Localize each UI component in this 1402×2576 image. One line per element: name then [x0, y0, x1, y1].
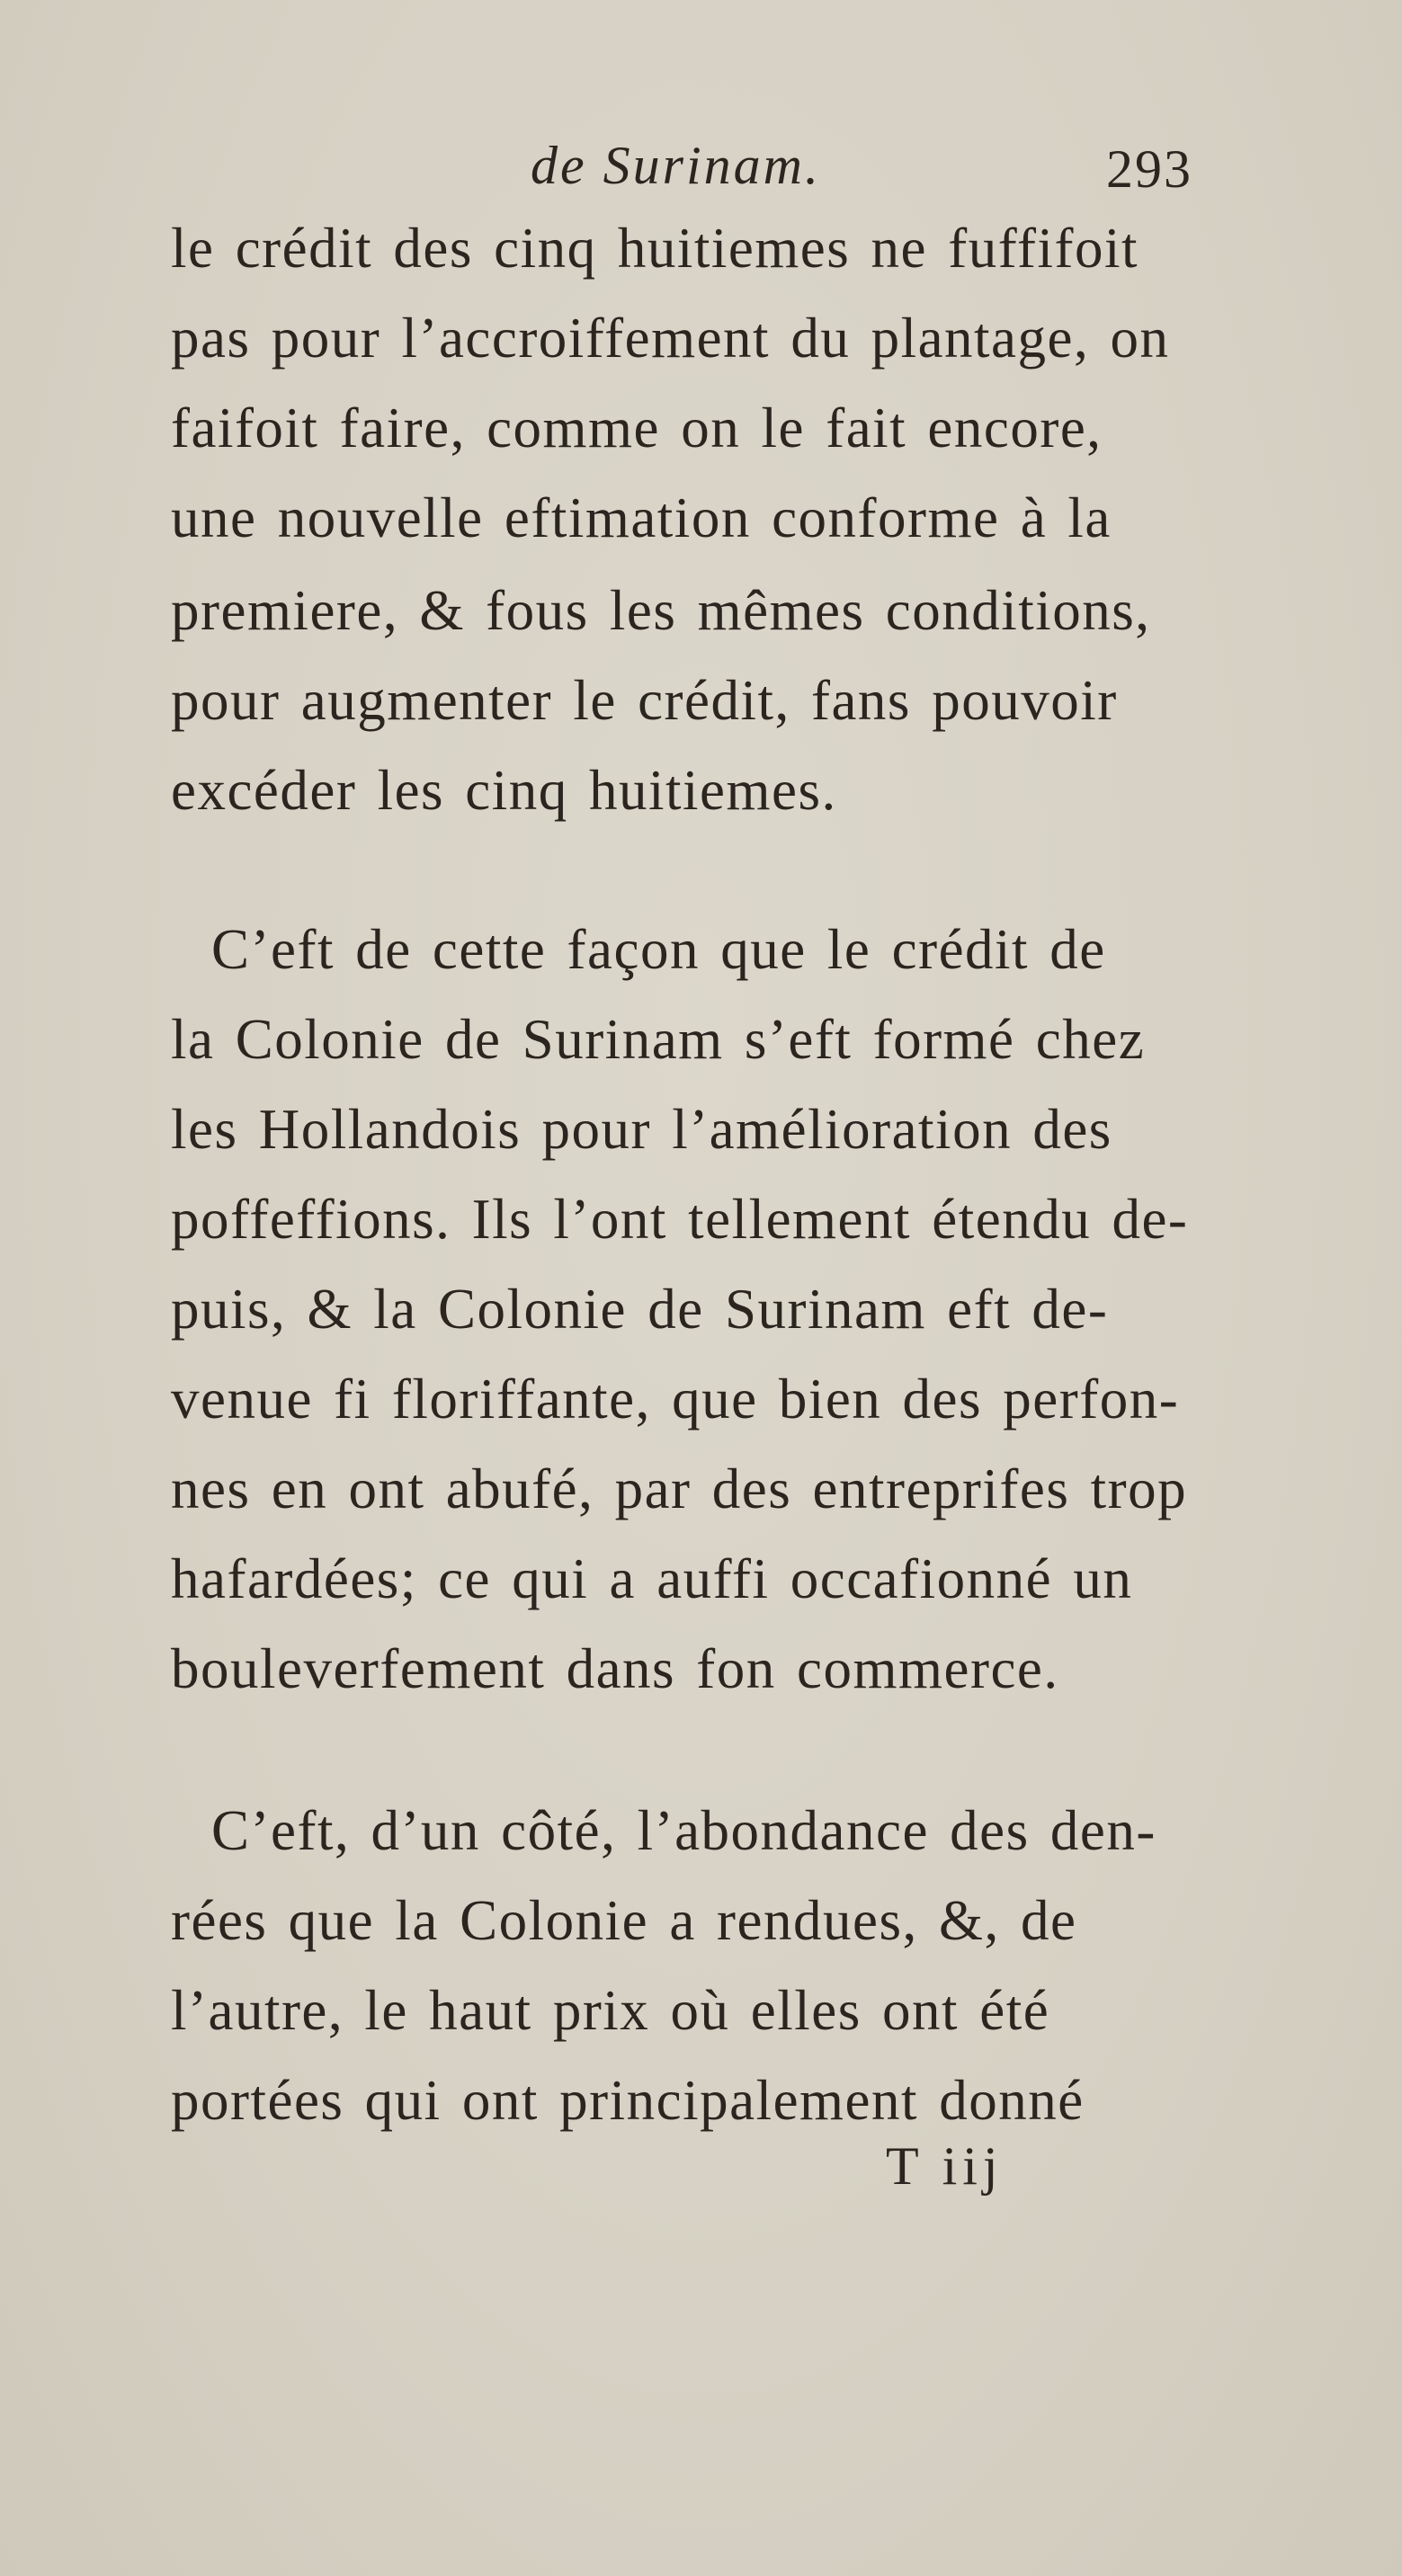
running-title: de Surinam.	[531, 136, 821, 195]
signature-mark: T iij	[886, 2136, 1004, 2196]
page-number: 293	[1106, 139, 1192, 199]
text-line: faifoit faire, comme on le fait encore,	[171, 397, 1103, 459]
text-line: pour augmenter le crédit, fans pouvoir	[171, 669, 1118, 732]
text-line: portées qui ont principalement donné	[171, 2069, 1085, 2132]
text-line: l’autre, le haut prix où elles ont été	[171, 1979, 1050, 2042]
text-line: rées que la Colonie a rendues, &, de	[171, 1889, 1077, 1952]
text-line: bouleverfement dans fon commerce.	[171, 1637, 1059, 1700]
text-line: pas pour l’accroiffement du plantage, on	[171, 307, 1170, 370]
text-line: le crédit des cinq huitiemes ne fuffifoit	[171, 217, 1139, 280]
text-line: puis, & la Colonie de Surinam eft de-	[171, 1278, 1109, 1341]
text-line: C’eft de cette façon que le crédit de	[211, 918, 1106, 981]
text-line: excéder les cinq huitiemes.	[171, 759, 837, 822]
text-line: nes en ont abufé, par des entreprifes trop	[171, 1457, 1188, 1520]
text-line: les Hollandois pour l’amélioration des	[171, 1098, 1112, 1161]
text-line: une nouvelle eftimation conforme à la	[171, 486, 1112, 549]
text-line: la Colonie de Surinam s’eft formé chez	[171, 1008, 1146, 1071]
text-line: C’eft, d’un côté, l’abondance des den-	[211, 1799, 1156, 1862]
text-line: hafardées; ce qui a auffi occafionné un	[171, 1547, 1133, 1610]
text-line: venue fi floriffante, que bien des perfon-	[171, 1368, 1180, 1431]
running-head	[0, 135, 1402, 207]
text-line: premiere, & fous les mêmes conditions,	[171, 579, 1151, 642]
text-line: poffeffions. Ils l’ont tellement étendu de-	[171, 1188, 1189, 1251]
